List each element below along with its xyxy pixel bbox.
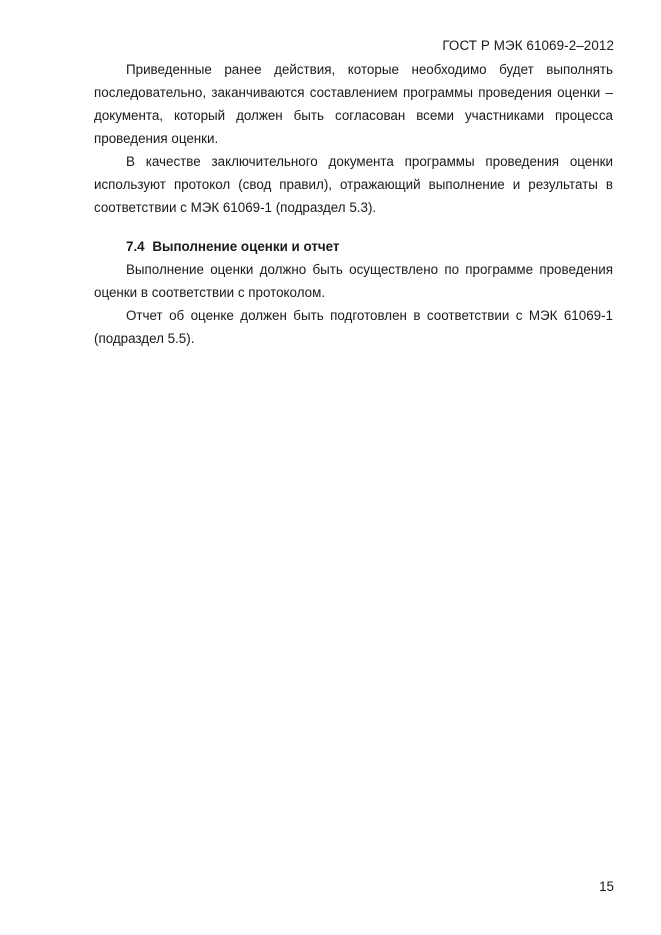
section-number: 7.4 (126, 239, 145, 254)
document-id-header: ГОСТ Р МЭК 61069-2–2012 (442, 38, 614, 53)
page-number: 15 (599, 879, 614, 894)
document-body (94, 58, 613, 350)
paragraph-final-document: В качестве заключительного документа программы проведения оценки используют протокол (свод правил), отражающий выполнение и результаты в соответствии с МЭК 61069-1 (подраздел 5.3). (94, 154, 613, 215)
section-title: Выполнение оценки и отчет (152, 239, 340, 254)
section-heading (94, 235, 613, 258)
paragraph-program-summary: Приведенные ранее действия, которые необходимо будет выполнять последовательно, заканчиваются составлением программы проведения оценки – документа, который должен быть согласован всеми участниками процесса проведения оценки. (94, 62, 613, 146)
paragraph-assessment-execution: Выполнение оценки должно быть осуществлено по программе проведения оценки в соответствии с протоколом. (94, 262, 613, 300)
paragraph-assessment-report: Отчет об оценке должен быть подготовлен в соответствии с МЭК 61069-1 (подраздел 5.5). (94, 308, 613, 346)
